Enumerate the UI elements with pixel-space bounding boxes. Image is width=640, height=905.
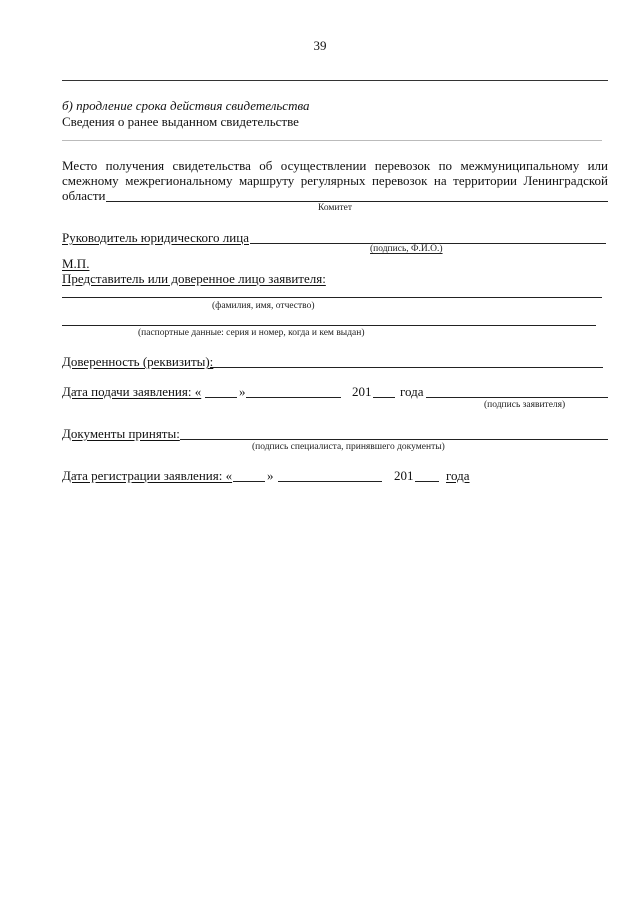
page-number: 39 [313,38,327,53]
docs-label: Документы приняты: [62,426,180,441]
submission-year-prefix: 201 [352,384,372,399]
submission-day-line[interactable] [205,397,237,398]
head-caption: (подпись, Ф.И.О.) [370,244,443,254]
rep-fio-line[interactable] [62,297,602,298]
rep-fio-caption: (фамилия, имя, отчество) [212,301,315,311]
submission-year-line[interactable] [373,397,395,398]
rep-label: Представитель или доверенное лицо заявителя: [62,271,326,286]
poa-label: Доверенность (реквизиты): [62,354,214,369]
place-line-3: области [62,188,106,203]
submission-signature-line[interactable] [426,397,608,398]
docs-caption: (подпись специалиста, принявшего документы) [252,442,445,452]
place-line-1: Место получения свидетельства об осуществлении перевозок по межмуниципальному или [62,158,608,173]
registration-day-line[interactable] [233,481,265,482]
docs-fill-line[interactable] [180,439,608,440]
section-subtitle: Сведения о ранее выданном свидетельстве [62,114,299,129]
rep-passport-line[interactable] [62,325,596,326]
submission-label: Дата подачи заявления: « [62,384,202,399]
registration-year-prefix: 201 [394,468,414,483]
rep-passport-caption: (паспортные данные: серия и номер, когда и кем выдан) [138,328,365,338]
header-rule [62,80,608,81]
place-fill-line[interactable] [106,201,608,202]
place-line-2: смежному межрегиональному маршруту регулярных перевозок на территории Ленинградской [62,173,608,188]
registration-close-quote: » [267,468,274,483]
registration-label: Дата регистрации заявления: « [62,468,233,483]
poa-fill-line[interactable] [210,367,603,368]
section-rule [62,140,602,141]
registration-year-line[interactable] [415,481,439,482]
registration-month-line[interactable] [278,481,382,482]
submission-caption: (подпись заявителя) [484,400,566,410]
head-label: Руководитель юридического лица [62,230,249,245]
submission-year-word: года [400,384,424,399]
registration-year-word: года [446,468,470,483]
submission-month-line[interactable] [246,397,341,398]
section-title: б) продление срока действия свидетельства [62,98,310,113]
submission-close-quote: » [239,384,246,399]
stamp-place: М.П. [62,256,90,271]
place-caption: Комитет [317,203,353,213]
